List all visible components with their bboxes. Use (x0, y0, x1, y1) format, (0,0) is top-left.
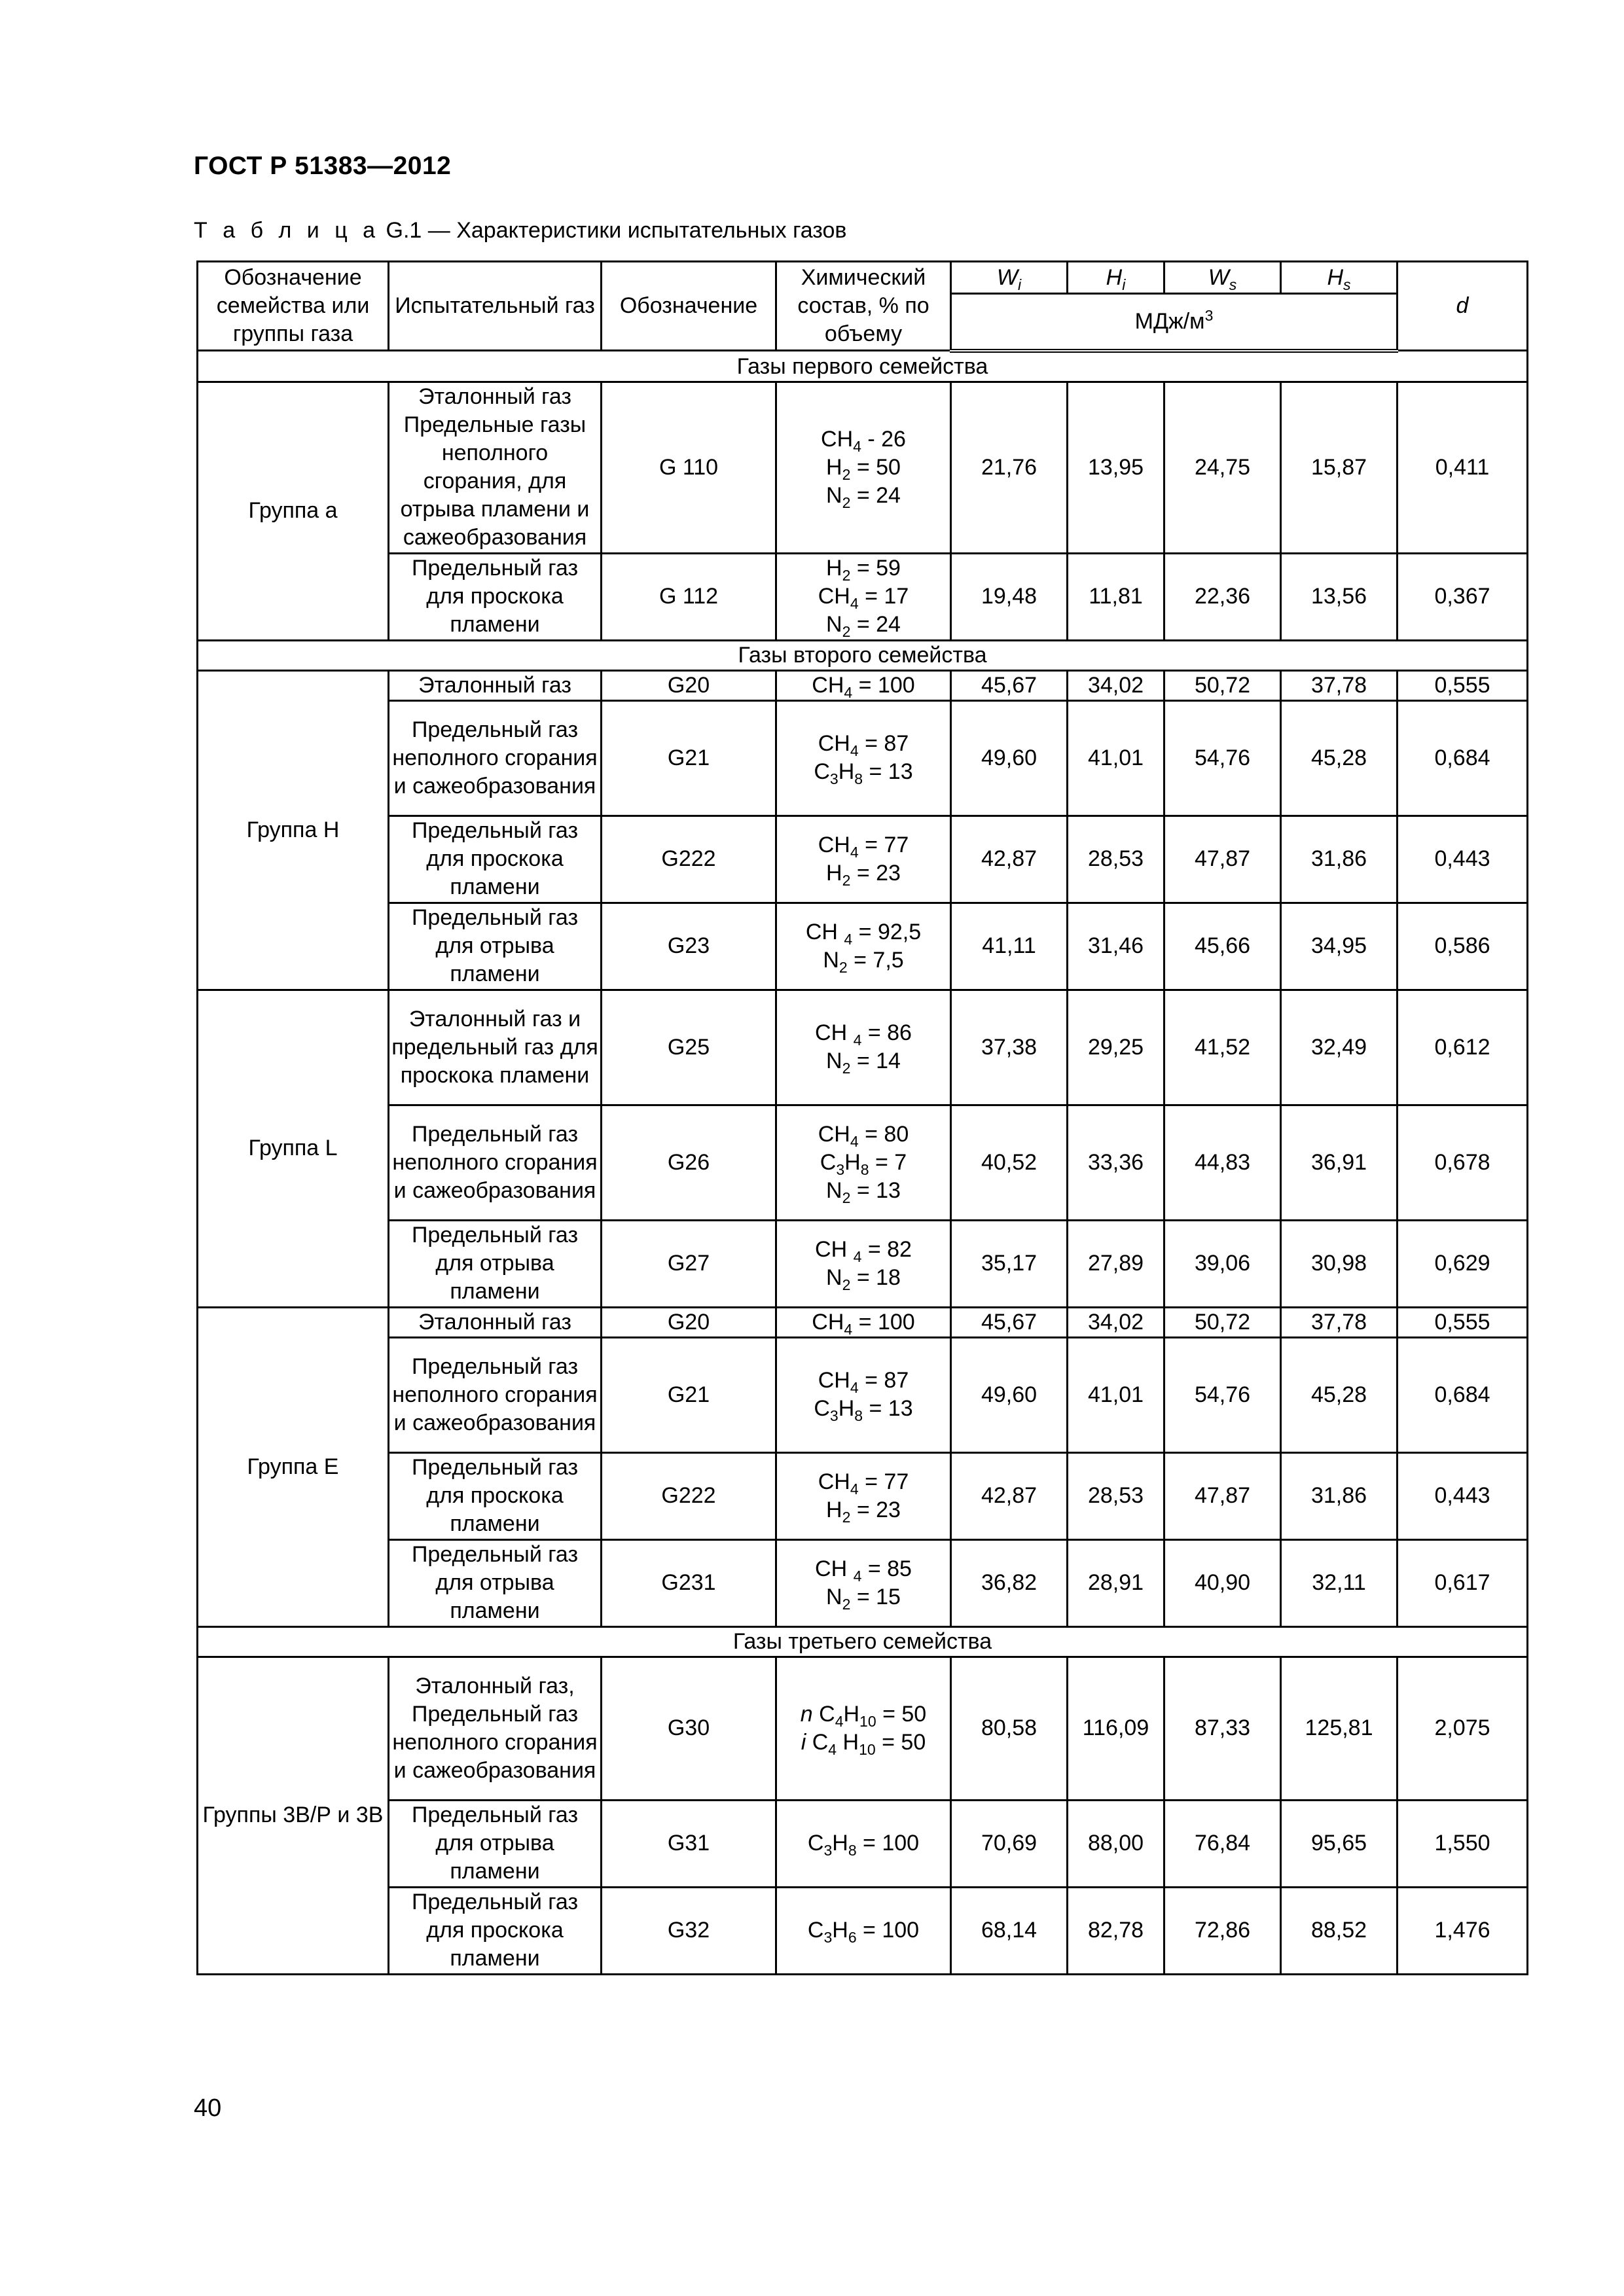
value-d: 0,443 (1398, 1452, 1528, 1539)
table-row (198, 1800, 1528, 1887)
table-row (198, 382, 1528, 553)
col-header-wi: $W_i$ (951, 262, 1068, 294)
composition (776, 382, 951, 553)
gas-type: Предельный газ неполного сгорания и сажеобразования (389, 700, 602, 816)
value-hs: 13,56 (1281, 553, 1398, 640)
value-hi: 28,91 (1068, 1539, 1164, 1626)
gas-type: Предельный газ для отрыва пламени (389, 903, 602, 990)
test-gases-table (196, 260, 1528, 1975)
value-hi: 31,46 (1068, 903, 1164, 990)
value-ws: 50,72 (1164, 1307, 1281, 1337)
designation: G30 (602, 1657, 776, 1800)
value-ws: 72,86 (1164, 1887, 1281, 1974)
page-number: 40 (194, 2094, 222, 2122)
designation: G23 (602, 903, 776, 990)
caption-title: — Характеристики испытательных газов (422, 218, 847, 243)
designation: G222 (602, 1452, 776, 1539)
designation: G20 (602, 1307, 776, 1337)
col-header-test-gas: Испытательный газ (389, 262, 602, 351)
composition-line: CH $_4$ = 86 (815, 1020, 912, 1049)
designation: G21 (602, 700, 776, 816)
designation: G 110 (602, 382, 776, 553)
table-row (198, 1220, 1528, 1307)
value-hi: 33,36 (1068, 1105, 1164, 1220)
value-hs: 34,95 (1281, 903, 1398, 990)
value-hs: 88,52 (1281, 1887, 1398, 1974)
composition (776, 1105, 951, 1220)
designation: G32 (602, 1887, 776, 1974)
composition-line: $H_2 = 23$ (826, 1497, 901, 1526)
value-d: 0,629 (1398, 1220, 1528, 1307)
table-row (198, 990, 1528, 1105)
value-d: 0,555 (1398, 1307, 1528, 1337)
gas-type: Эталонный газ Предельные газы неполного сгорания, для отрыва пламени и сажеобразования (389, 382, 602, 553)
document-header: ГОСТ Р 51383—2012 (194, 152, 452, 180)
value-ws: 40,90 (1164, 1539, 1281, 1626)
value-hi: 116,09 (1068, 1657, 1164, 1800)
value-wi: 42,87 (951, 1452, 1068, 1539)
value-ws: 87,33 (1164, 1657, 1281, 1800)
value-wi: 35,17 (951, 1220, 1068, 1307)
value-ws: 45,66 (1164, 903, 1281, 990)
composition (776, 700, 951, 816)
value-wi: 36,82 (951, 1539, 1068, 1626)
composition (776, 903, 951, 990)
designation: G 112 (602, 553, 776, 640)
composition-line: $C_3H_6 = 100$ (807, 1918, 920, 1946)
composition-line: $CH_4 = 100$ (812, 1309, 915, 1337)
composition-line: $CH_4 = 77$ (818, 1469, 909, 1498)
col-header-designation: Обозначение (602, 262, 776, 351)
value-wi: 37,38 (951, 990, 1068, 1105)
group-h: Группа Н (198, 670, 389, 990)
value-ws: 41,52 (1164, 990, 1281, 1105)
value-ws: 54,76 (1164, 700, 1281, 816)
composition (776, 990, 951, 1105)
value-hs: 45,28 (1281, 700, 1398, 816)
value-hs: 30,98 (1281, 1220, 1398, 1307)
composition-line: $N_2 = 13$ (826, 1177, 901, 1206)
value-wi: 80,58 (951, 1657, 1068, 1800)
gas-type: Эталонный газ (389, 670, 602, 700)
table-row (198, 1887, 1528, 1974)
value-hs: 36,91 (1281, 1105, 1398, 1220)
composition-line: $N_2 = 24$ (826, 482, 901, 511)
gas-type: Предельный газ для проскока пламени (389, 553, 602, 640)
value-hi: 41,01 (1068, 700, 1164, 816)
col-header-family: Обозначение семейства или группы газа (198, 262, 389, 351)
gas-type: Предельный газ для проскока пламени (389, 1452, 602, 1539)
composition-line: $CH_4 = 77$ (818, 832, 909, 861)
table-row (198, 1105, 1528, 1220)
value-d: 2,075 (1398, 1657, 1528, 1800)
value-d: 0,555 (1398, 670, 1528, 700)
gas-type: Предельный газ неполного сгорания и сажеобразования (389, 1337, 602, 1452)
value-hs: 32,49 (1281, 990, 1398, 1105)
composition-line: $CH_4 = 87$ (818, 731, 909, 759)
designation: G26 (602, 1105, 776, 1220)
group-a: Группа a (198, 382, 389, 640)
table-row (198, 1452, 1528, 1539)
value-hs: 45,28 (1281, 1337, 1398, 1452)
value-d: 0,443 (1398, 816, 1528, 903)
composition-line: $C_3H_8 = 13$ (814, 1396, 913, 1424)
value-ws: 44,83 (1164, 1105, 1281, 1220)
table-row (198, 1307, 1528, 1337)
value-d: 0,617 (1398, 1539, 1528, 1626)
value-d: 0,678 (1398, 1105, 1528, 1220)
table-row (198, 553, 1528, 640)
composition-line: CH $_4$ = 85 (815, 1556, 912, 1585)
value-wi: 40,52 (951, 1105, 1068, 1220)
value-hi: 82,78 (1068, 1887, 1164, 1974)
composition (776, 1887, 951, 1974)
value-ws: 24,75 (1164, 382, 1281, 553)
group-e: Группа E (198, 1307, 389, 1626)
composition-line: $N_2 = 24$ (826, 612, 901, 640)
composition (776, 1539, 951, 1626)
composition (776, 1452, 951, 1539)
composition-line: $CH_4 = 100$ (812, 672, 915, 700)
gas-type: Эталонный газ, Предельный газ неполного сгорания и сажеобразования (389, 1657, 602, 1800)
value-d: 0,612 (1398, 990, 1528, 1105)
col-header-ws: $W_s$ (1164, 262, 1281, 294)
value-d: 1,550 (1398, 1800, 1528, 1887)
composition-line: $C_3H_8 = 7$ (820, 1149, 907, 1178)
value-hi: 41,01 (1068, 1337, 1164, 1452)
value-ws: 39,06 (1164, 1220, 1281, 1307)
composition-line: CH $_4$ = 92,5 (805, 919, 922, 948)
designation: G31 (602, 1800, 776, 1887)
value-d: 0,586 (1398, 903, 1528, 990)
composition (776, 670, 951, 700)
caption-prefix: Т а б л и ц а (194, 218, 380, 243)
value-hi: 13,95 (1068, 382, 1164, 553)
value-wi: 41,11 (951, 903, 1068, 990)
gas-type: Предельный газ для отрыва пламени (389, 1800, 602, 1887)
composition-line: $H_2 = 59$ (826, 556, 901, 584)
family-row-second: Газы второго семейства (198, 640, 1528, 670)
value-hs: 31,86 (1281, 1452, 1398, 1539)
composition (776, 1800, 951, 1887)
value-wi: 45,67 (951, 670, 1068, 700)
designation: G222 (602, 816, 776, 903)
composition (776, 1337, 951, 1452)
composition (776, 553, 951, 640)
table-row (198, 1539, 1528, 1626)
composition-line: $H_2 = 23$ (826, 860, 901, 889)
group-l: Группа L (198, 990, 389, 1307)
designation: G20 (602, 670, 776, 700)
table-row (198, 1337, 1528, 1452)
designation: G231 (602, 1539, 776, 1626)
value-hi: 34,02 (1068, 670, 1164, 700)
col-header-hi: $H_i$ (1068, 262, 1164, 294)
value-wi: 42,87 (951, 816, 1068, 903)
value-hs: 32,11 (1281, 1539, 1398, 1626)
table-row (198, 816, 1528, 903)
composition-line: $C_3H_8 = 100$ (807, 1831, 920, 1859)
table-row (198, 670, 1528, 700)
composition-line: $H_2 = 50$ (826, 454, 901, 483)
caption-number: G.1 (386, 218, 422, 243)
value-ws: 22,36 (1164, 553, 1281, 640)
value-wi: 70,69 (951, 1800, 1068, 1887)
composition-line: $C_3H_8 = 13$ (814, 759, 913, 787)
value-ws: 76,84 (1164, 1800, 1281, 1887)
composition (776, 1657, 951, 1800)
value-hi: 88,00 (1068, 1800, 1164, 1887)
value-wi: 49,60 (951, 1337, 1068, 1452)
gas-type: Предельный газ для отрыва пламени (389, 1539, 602, 1626)
col-header-d: d (1398, 262, 1528, 351)
value-wi: 19,48 (951, 553, 1068, 640)
value-d: 0,367 (1398, 553, 1528, 640)
value-ws: 50,72 (1164, 670, 1281, 700)
value-wi: 68,14 (951, 1887, 1068, 1974)
gas-type: Предельный газ неполного сгорания и сажеобразования (389, 1105, 602, 1220)
gas-type: Эталонный газ и предельный газ для проскока пламени (389, 990, 602, 1105)
gas-type: Предельный газ для проскока пламени (389, 1887, 602, 1974)
value-hs: 15,87 (1281, 382, 1398, 553)
value-d: 0,684 (1398, 1337, 1528, 1452)
value-hi: 11,81 (1068, 553, 1164, 640)
value-ws: 54,76 (1164, 1337, 1281, 1452)
composition-line: $N_2 = 7,5$ (823, 947, 904, 976)
composition-line: CH $_4$ = 82 (815, 1236, 912, 1265)
composition-line: $N_2 = 14$ (826, 1049, 901, 1077)
value-wi: 21,76 (951, 382, 1068, 553)
value-hi: 28,53 (1068, 816, 1164, 903)
value-ws: 47,87 (1164, 1452, 1281, 1539)
composition-line: $N_2 = 18$ (826, 1265, 901, 1293)
col-header-units: МДж/$м^3$ (951, 294, 1398, 351)
family-row-third: Газы третьего семейства (198, 1626, 1528, 1657)
header-row-1 (198, 262, 1528, 294)
value-hs: 125,81 (1281, 1657, 1398, 1800)
value-hs: 37,78 (1281, 1307, 1398, 1337)
table-row (198, 700, 1528, 816)
col-header-composition: Химический состав, % по объему (776, 262, 951, 351)
composition-line: i $C_4$ $H_{10} = 50$ (801, 1729, 926, 1758)
table-caption (194, 218, 846, 243)
composition (776, 1307, 951, 1337)
composition (776, 1220, 951, 1307)
value-hi: 29,25 (1068, 990, 1164, 1105)
value-ws: 47,87 (1164, 816, 1281, 903)
composition-line: $CH_4 = 17$ (818, 584, 909, 612)
col-header-hs: $H_s$ (1281, 262, 1398, 294)
gas-type: Предельный газ для отрыва пламени (389, 1220, 602, 1307)
family-row-first: Газы первого семейства (198, 351, 1528, 382)
table-row (198, 1657, 1528, 1800)
gas-type: Предельный газ для проскока пламени (389, 816, 602, 903)
value-wi: 49,60 (951, 700, 1068, 816)
designation: G25 (602, 990, 776, 1105)
value-hi: 27,89 (1068, 1220, 1164, 1307)
designation: G27 (602, 1220, 776, 1307)
composition-line: n $C_4H_{10} = 50$ (800, 1701, 927, 1730)
gas-type: Эталонный газ (389, 1307, 602, 1337)
value-hi: 28,53 (1068, 1452, 1164, 1539)
value-wi: 45,67 (951, 1307, 1068, 1337)
value-hi: 34,02 (1068, 1307, 1164, 1337)
designation: G21 (602, 1337, 776, 1452)
composition-line: $CH_4 = 80$ (818, 1121, 909, 1150)
value-d: 1,476 (1398, 1887, 1528, 1974)
composition (776, 816, 951, 903)
composition-line: $CH_4 = 87$ (818, 1368, 909, 1396)
value-hs: 37,78 (1281, 670, 1398, 700)
value-d: 0,684 (1398, 700, 1528, 816)
value-hs: 95,65 (1281, 1800, 1398, 1887)
value-hs: 31,86 (1281, 816, 1398, 903)
composition-line: $N_2 = 15$ (826, 1584, 901, 1613)
table-row (198, 903, 1528, 990)
composition-line: $CH_4 - 26$ (821, 426, 906, 455)
value-d: 0,411 (1398, 382, 1528, 553)
group-3: Группы 3В/Р и 3В (198, 1657, 389, 1974)
